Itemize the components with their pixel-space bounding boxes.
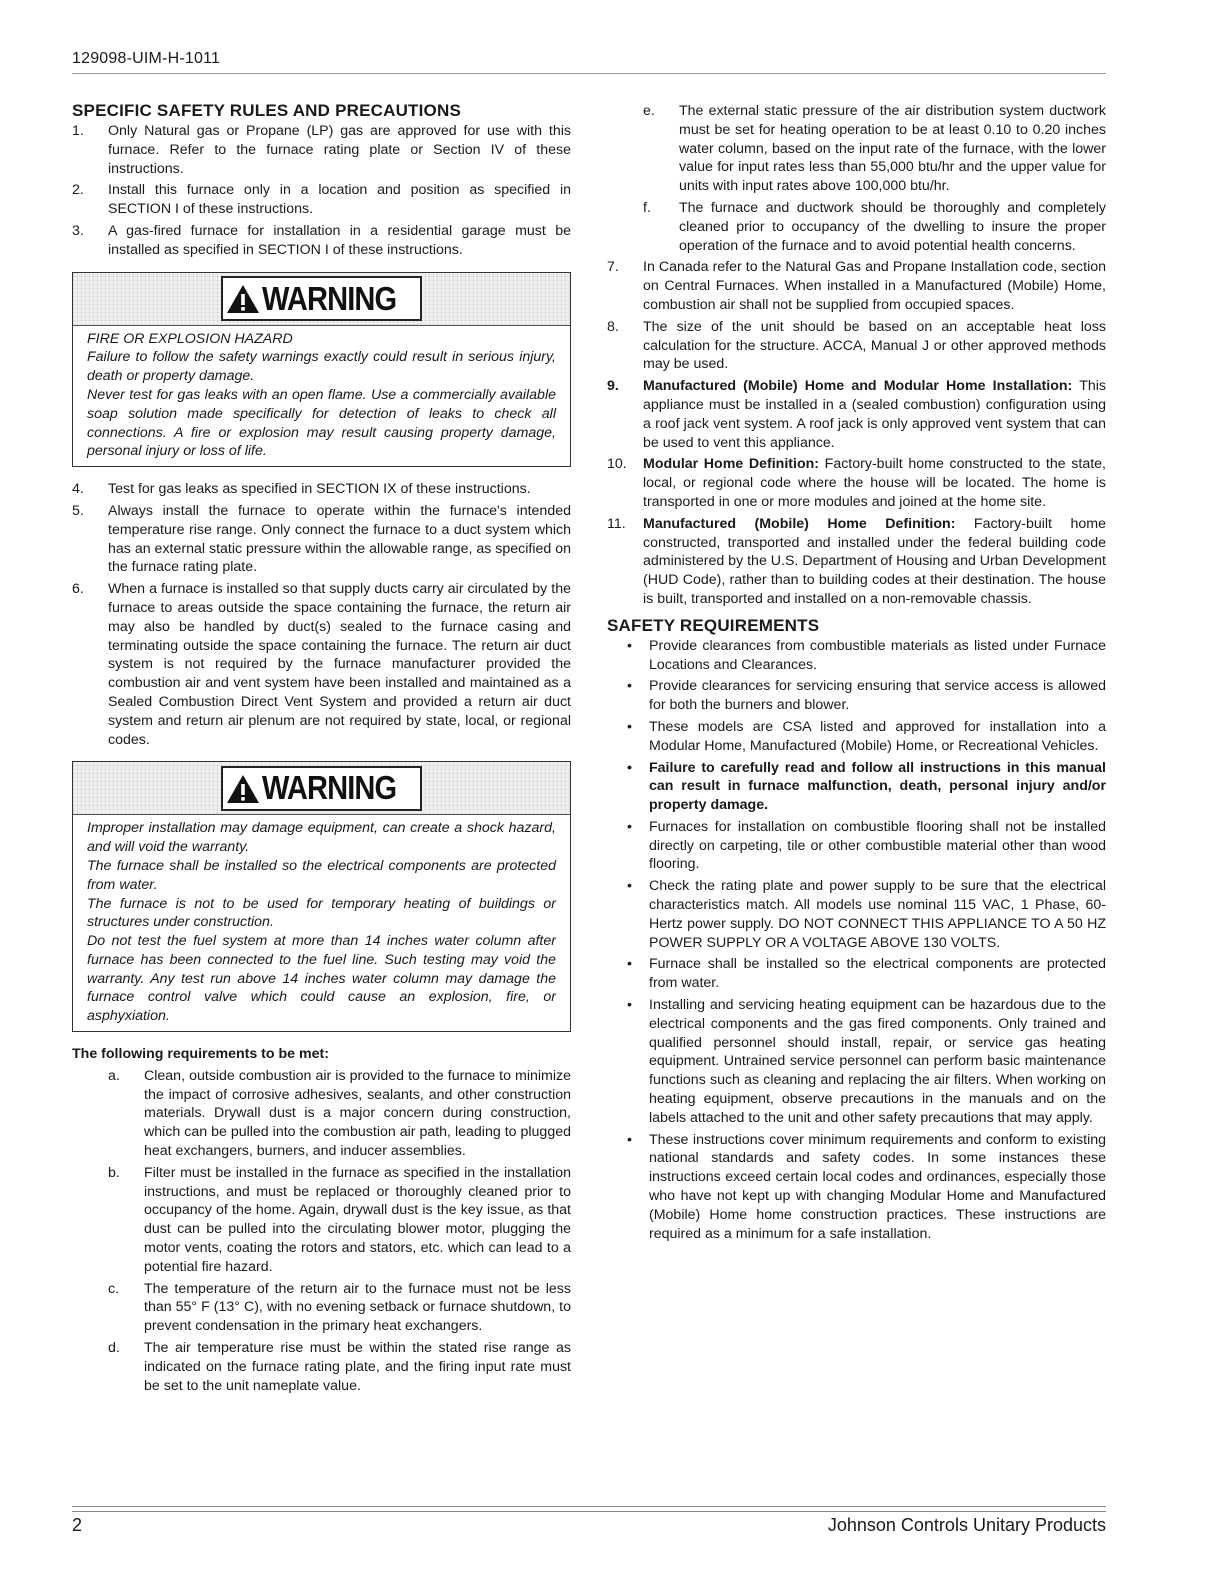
list-item: 10. Modular Home Definition: Factory-built home constructed to the state, local, or regional code where the house will be located. The home is transported in one or more modules and joined at the home site. [607,456,1106,510]
bullet-dot-icon: • [627,1131,632,1148]
footer-brand: Johnson Controls Unitary Products [827,1515,1106,1535]
bullet-dot-icon: • [627,997,632,1014]
page-number: 2 [72,1515,83,1535]
right-column [607,102,1106,1246]
bullet-dot-icon: • [627,878,632,895]
list-item: 8. The size of the unit should be based on an acceptable heat loss calculation for the structure. ACCA, Manual J or other approved methods may be used. [607,318,1106,373]
bullet-dot-icon: • [627,718,632,735]
warning-label: WARNING [262,279,397,317]
bullet-item: • Installing and servicing heating equipment can be hazardous due to the electrical components and the gas fired components. Only trained and qualified personnel should install, repair, or service gas heating equipment. Untrained service personnel can perform basic maintenance functions such as cleaning and replacing the air filters. When working on heating equipment, observe precautions in the manuals and on the labels attached to the unit and other safety precautions that may apply. [621,996,1106,1128]
list-item: 1. Only Natural gas or Propane (LP) gas are approved for use with this furnace. Refer to the furnace rating plate or Section IV of these instructions. [72,123,571,177]
bullet-item: • Failure to carefully read and follow all instructions in this manual can result in furnace malfunction, death, personal injury and/or property damage. [621,759,1106,815]
footer-rule [72,1506,1106,1512]
bullet-item: • Furnaces for installation on combustible flooring shall not be installed directly on carpeting, tile or other combustible material other than wood flooring. [621,818,1106,874]
section-heading: SAFETY REQUIREMENTS [607,615,820,635]
warning-box [72,272,571,468]
list-item: 9. Manufactured (Mobile) Home and Modular Home Installation: This appliance must be installed in a (sealed combustion) configuration using a roof jack vent system. A roof jack is only approved vent system that can be used to vent this appliance. [607,378,1106,451]
bullet-dot-icon: • [627,759,632,776]
list-item: 5. Always install the furnace to operate within the furnace's intended temperature rise range. Only connect the furnace to a duct system which has an external static pressure within the allowable range, as specified on the furnace rating plate. [72,502,571,576]
warning-header [73,273,570,326]
bullet-item: • Check the rating plate and power supply to be sure that the electrical characteristics match. All models use nominal 115 VAC, 1 Phase, 60-Hertz power supply. DO NOT CONNECT THIS APPLIANCE TO A 50 HZ POWER SUPPLY OR A VOLTAGE ABOVE 130 VOLTS. [621,877,1106,952]
list-item: 4. Test for gas leaks as specified in SECTION IX of these instructions. [72,481,531,498]
bullet-dot-icon: • [627,637,632,654]
bullet-item: • Furnace shall be installed so the electrical components are protected from water. [621,955,1106,993]
bullet-dot-icon: • [627,678,632,695]
warning-badge [221,766,422,811]
list-item: 6. When a furnace is installed so that supply ducts carry air circulated by the furnace to areas outside the space containing the furnace, the return air may also be handled by duct(s) sealed to the furnace casing and terminating outside the space containing the furnace. The return air duct system is not required by the furnace manufacturer provided the combustion air and vent system have been installed and maintained as a Sealed Combustion Direct Vent System and provided a return air duct system and return air plenum are not required by state, local, or regional codes. [72,581,571,748]
section-heading: SPECIFIC SAFETY RULES AND PRECAUTIONS [72,101,461,120]
bullet-item: • Provide clearances for servicing ensuring that service access is allowed for both the burners and blower. [621,677,1106,715]
list-item: 11. Manufactured (Mobile) Home Definition: Factory-built home constructed, transported and installed under the federal building code administered by the U.S. Department of Housing and Urban Development (HUD Code), rather than to building codes at their destination. The house is built, transported and installed on a non-removable chassis. [607,515,1106,607]
sub-list-item: a. Clean, outside combustion air is provided to the furnace to minimize the impact of corrosive adhesives, sealants, and other construction materials. Drywall dust is a major concern during construction, which can be pulled into the combustion air path, leading to plugged heat exchangers, burners, and inducer assemblies. [108,1067,571,1160]
requirements-lead: The following requirements to be met: [72,1046,329,1063]
bullet-dot-icon: • [627,956,632,973]
sub-list-item: b. Filter must be installed in the furnace as specified in the installation instructions, and must be replaced or thoroughly cleaned prior to occupancy of the home. Again, drywall dust is the key issue, as that dust can be pulled into the circulating blower motor, plugging the motor vents, coating the rotors and stators, etc. which can lead to a potential fire hazard. [108,1164,571,1275]
warning-box [72,761,571,1032]
sub-list-item: e. The external static pressure of the air distribution system ductwork must be set for heating operation to be at least 0.10 to 0.20 inches water column, based on the input rate of the furnace, with the lower value for input rates less than 55,000 btu/hr and the upper value for units with input rates above 100,000 btu/hr. [643,103,1106,195]
sub-list-item: d. The air temperature rise must be within the stated rise range as indicated on the furnace rating plate, and the firing input rate must be set to the unit nameplate value. [108,1340,571,1394]
sub-list-item: c. The temperature of the return air to the furnace must not be less than 55° F (13° C), with no evening setback or furnace shutdown, to prevent condensation in the primary heat exchangers. [108,1280,571,1335]
bullet-dot-icon: • [627,818,632,835]
warning-text: Improper installation may damage equipment, can create a shock hazard, and will void the warranty. The furnace shall be installed so the electrical components are protected from water. The furnace is not to be used for temporary heating of buildings or structures under construction. Do not test the fuel system at more than 14 inches water column after furnace has been connected to the fuel line. Such testing may void the warranty. Any test run above 14 inches water column may damage the furnace control valve which could cause an explosion, fire, or asphyxiation. [87,820,556,1025]
doc-code: 129098-UIM-H-1011 [72,50,221,67]
warning-text: FIRE OR EXPLOSION HAZARD Failure to follow the safety warnings exactly could result in serious injury, death or property damage. Never test for gas leaks with an open flame. Use a commercially available soap solution made specifically for detection of leaks to check all connections. A fire or explosion may result causing property damage, personal injury or loss of life. [87,330,556,460]
list-item: 2. Install this furnace only in a location and position as specified in SECTION I of these instructions. [72,182,571,218]
warning-badge [221,276,422,321]
warning-title: FIRE OR EXPLOSION HAZARD [87,330,293,347]
sub-list-item: f. The furnace and ductwork should be thoroughly and completely cleaned prior to occupancy of the dwelling to insure the proper operation of the furnace and to avoid potential health concerns. [643,199,1106,254]
list-item: 3. A gas-fired furnace for installation in a residential garage must be installed as specified in SECTION I of these instructions. [72,222,571,258]
bullet-item: • These instructions cover minimum requirements and conform to existing national standards and safety codes. In some instances these instructions exceed certain local codes and ordinances, especially those who have not kept up with changing Modular Home and Manufactured (Mobile) Home home construction practices. These instructions are required as a minimum for a safe installation. [621,1131,1106,1244]
header-rule [72,73,1106,74]
bullet-item: • These models are CSA listed and approved for installation into a Modular Home, Manufactured (Mobile) Home, or Recreational Vehicles. [621,718,1106,756]
warning-header [73,762,570,815]
bullet-item: • Provide clearances from combustible materials as listed under Furnace Locations and Clearances. [621,637,1106,675]
warning-triangle-icon [226,774,260,804]
list-item: 7. In Canada refer to the Natural Gas and Propane Installation code, section on Central Furnaces. When installed in a Manufactured (Mobile) Home, combustion air shall not be supplied from occupied spaces. [607,259,1106,313]
warning-label: WARNING [262,769,397,807]
warning-triangle-icon [226,284,260,314]
left-column [72,101,571,1398]
